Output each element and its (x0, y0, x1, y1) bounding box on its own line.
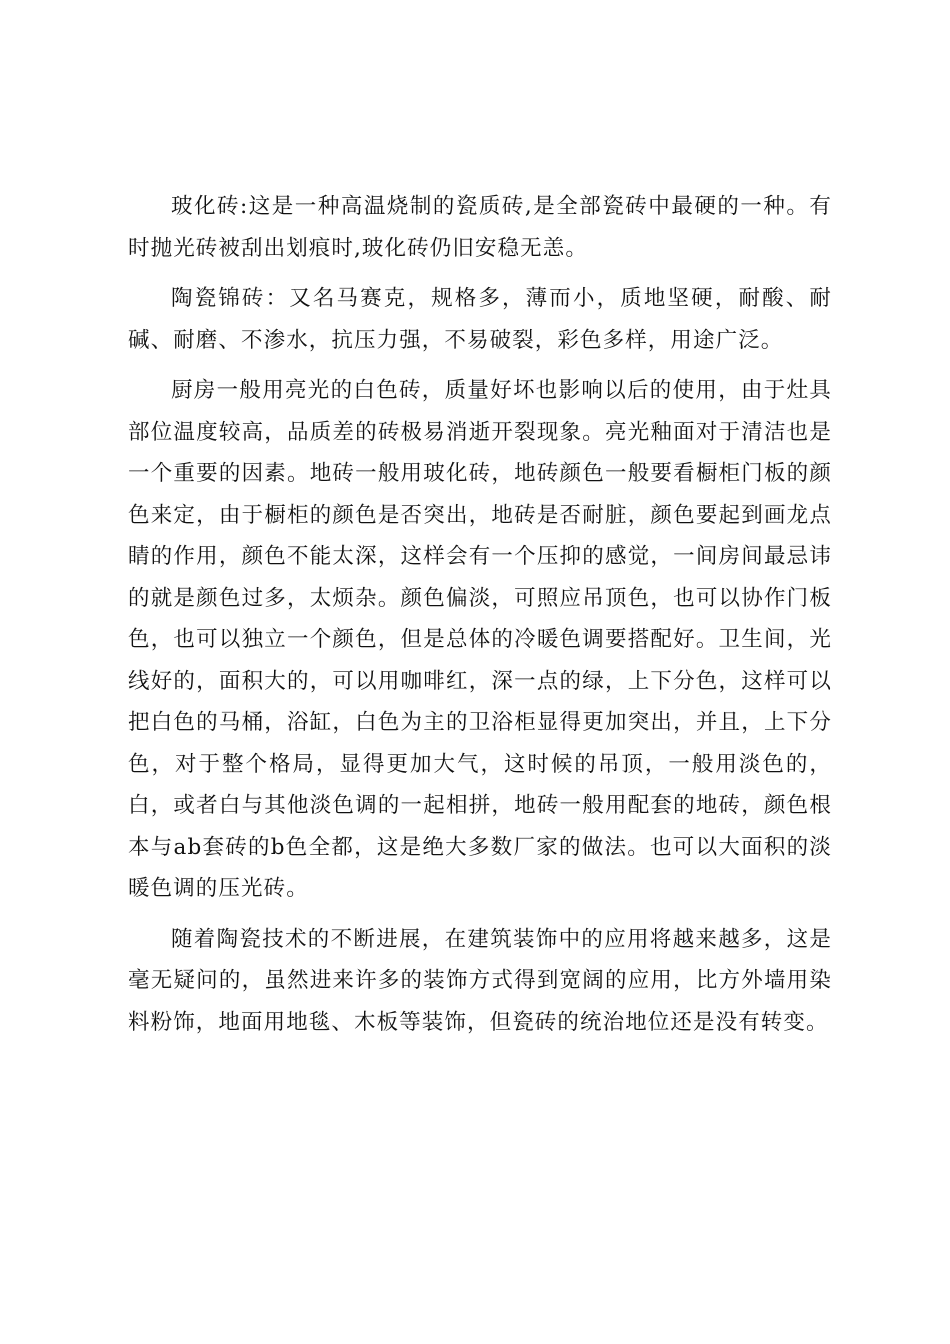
paragraph-mosaic-tile: 陶瓷锦砖：又名马赛克，规格多，薄而小，质地坚硬，耐酸、耐碱、耐磨、不渗水，抗压力强，不易破裂，彩色多样，用途广泛。 (128, 286, 832, 353)
paragraph-vitrified-tile: 玻化砖:这是一种高温烧制的瓷质砖,是全部瓷砖中最硬的一种。有时抛光砖被刮出划痕时,玻化砖仍旧安稳无恙。 (128, 194, 832, 261)
document-body (128, 186, 832, 1052)
paragraph-kitchen-bathroom-tiles: 厨房一般用亮光的白色砖，质量好坏也影响以后的使用，由于灶具部位温度较高，品质差的砖极易消逝开裂现象。亮光釉面对于清洁也是一个重要的因素。地砖一般用玻化砖，地砖颜色一般要看橱柜门板的颜色来定，由于橱柜的颜色是否突出，地砖是否耐脏，颜色要起到画龙点睛的作用，颜色不能太深，这样会有一个压抑的感觉，一间房间最忌讳的就是颜色过多，太烦杂。颜色偏淡，可照应吊顶色，也可以协作门板色，也可以独立一个颜色，但是总体的冷暖色调要搭配好。卫生间，光线好的，面积大的，可以用咖啡红，深一点的绿，上下分色，这样可以把白色的马桶，浴缸，白色为主的卫浴柜显得更加突出，并且，上下分色，对于整个格局，显得更加大气，这时候的吊顶，一般用淡色的，白，或者白与其他淡色调的一起相拼，地砖一般用配套的地砖，颜色根本与ab套砖的b色全都，这是绝大多数厂家的做法。也可以大面积的淡暖色调的压光砖。 (128, 378, 832, 901)
paragraph-ceramic-technology: 随着陶瓷技术的不断进展，在建筑装饰中的应用将越来越多，这是毫无疑问的，虽然进来许多的装饰方式得到宽阔的应用，比方外墙用染料粉饰，地面用地毯、木板等装饰，但瓷砖的统治地位还是没有转变。 (128, 926, 832, 1035)
